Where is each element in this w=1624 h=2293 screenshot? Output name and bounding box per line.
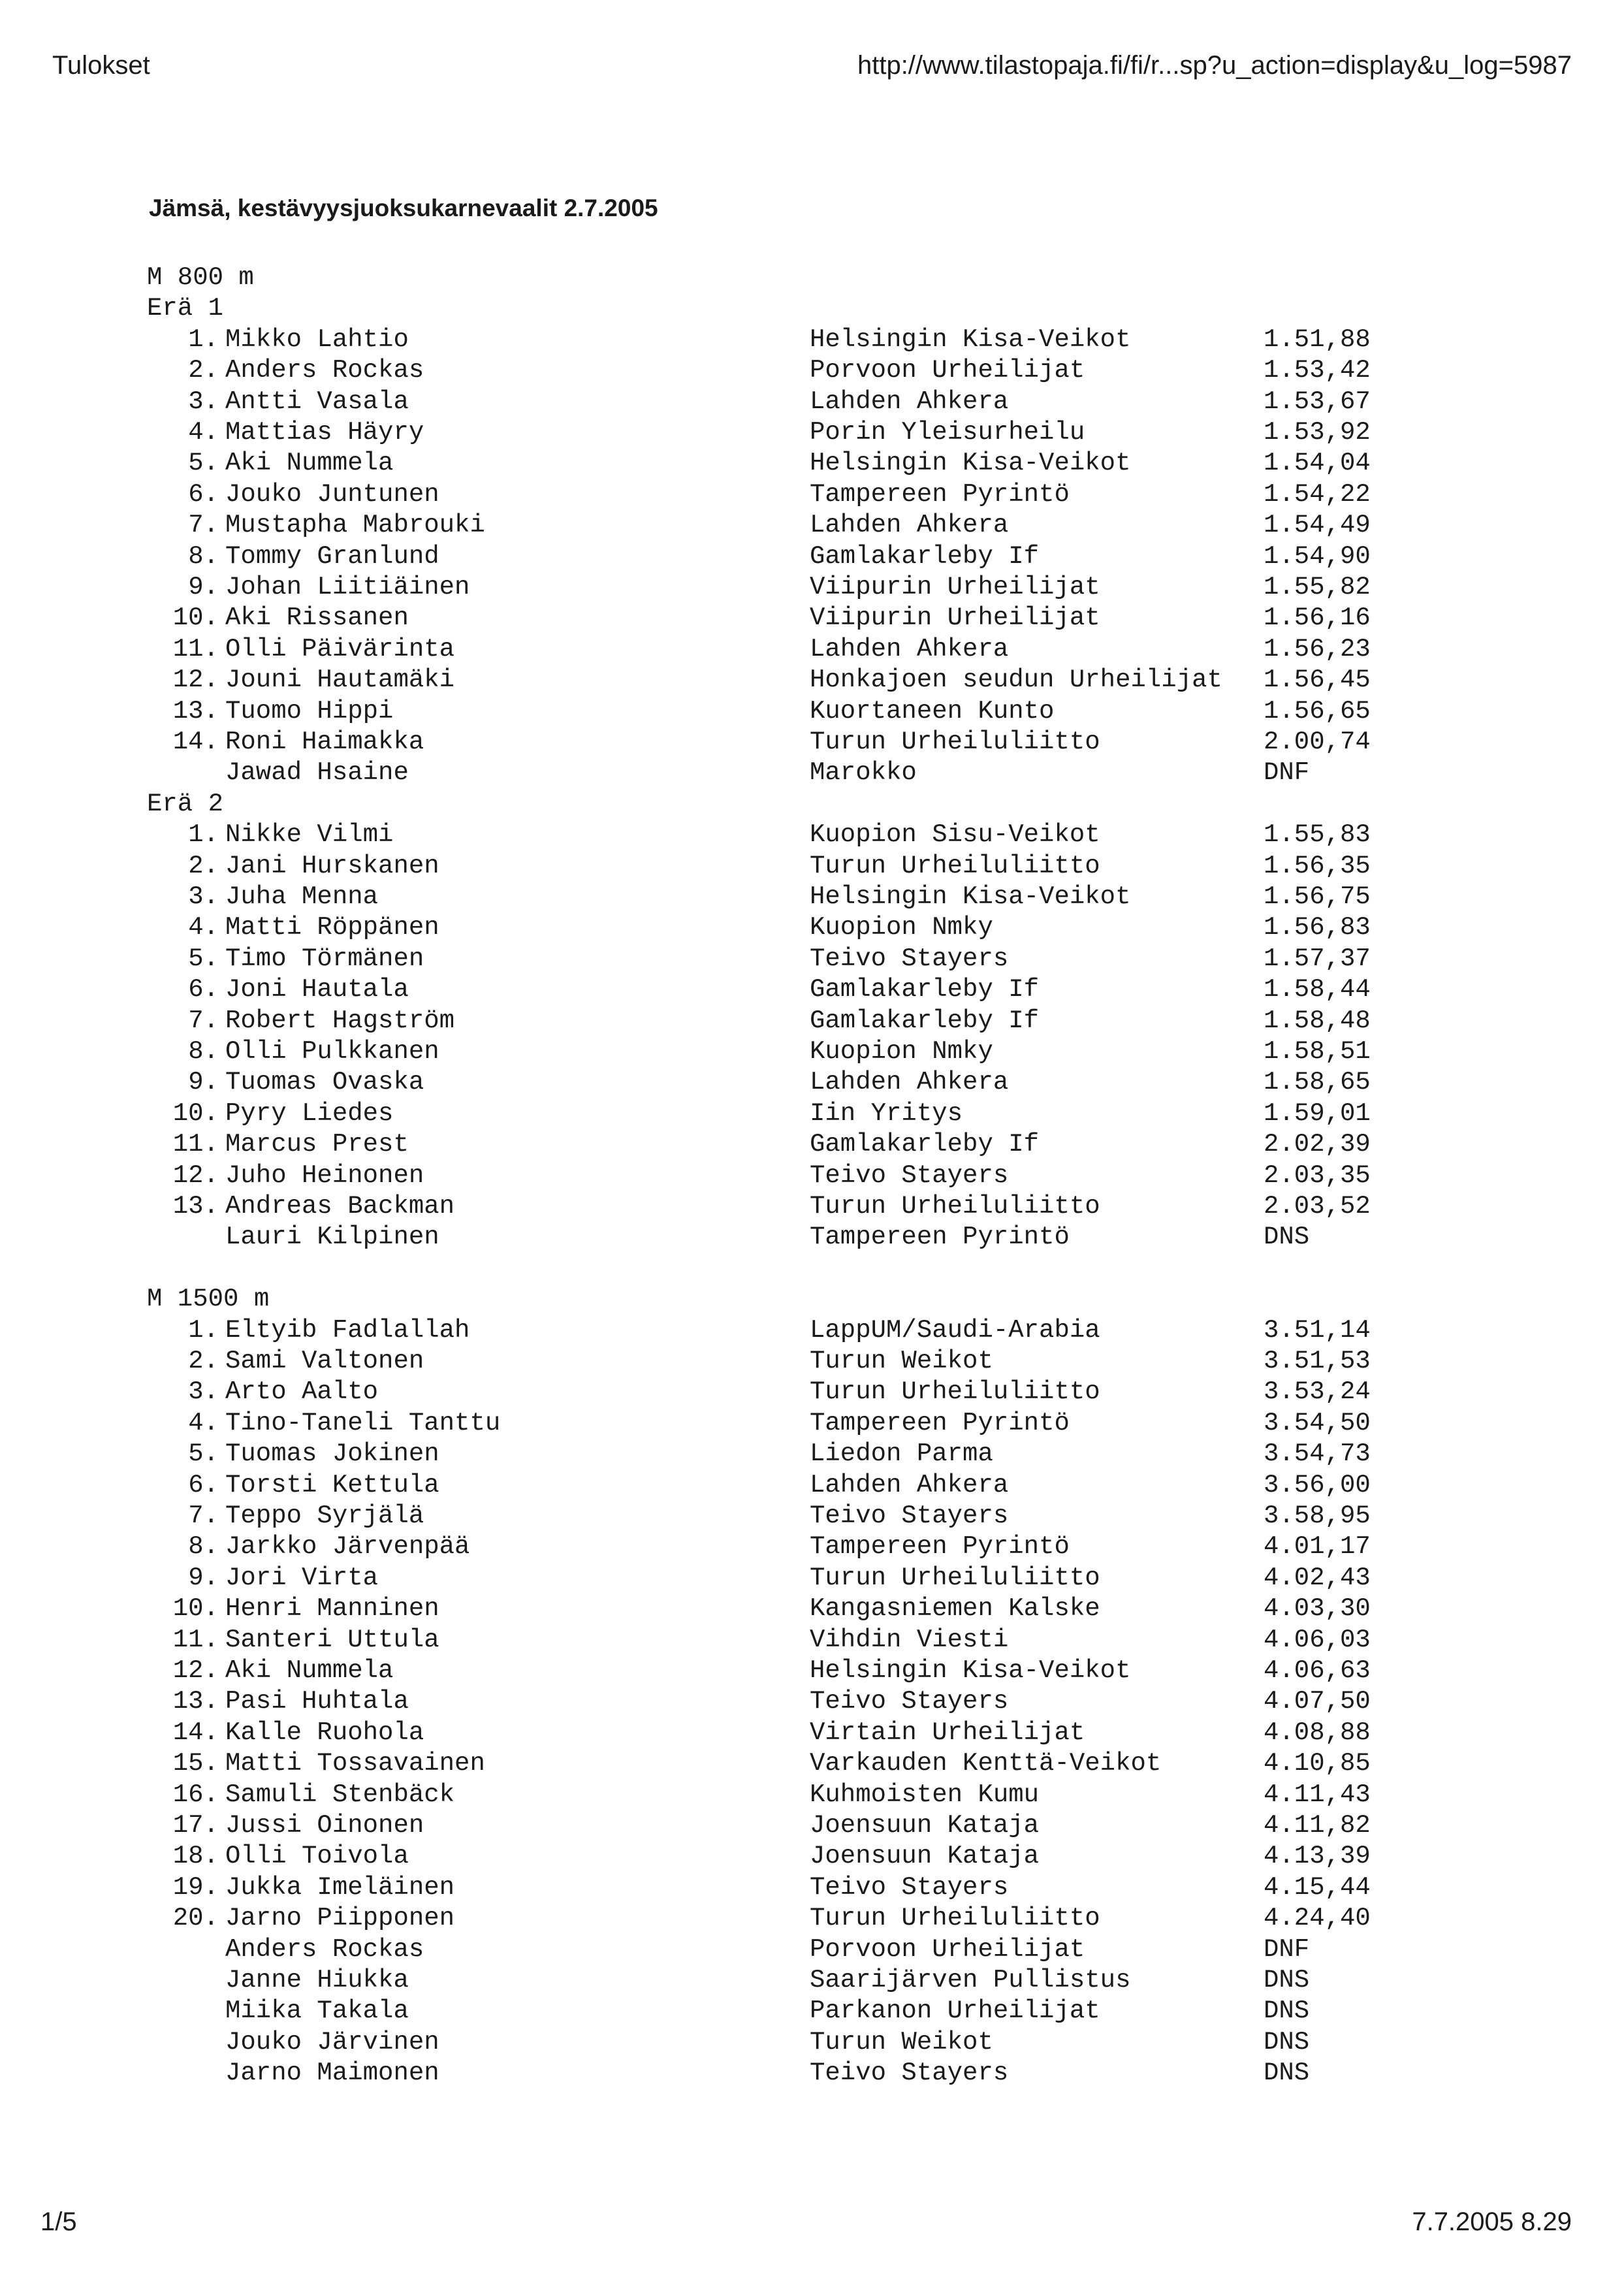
- result-row: [0, 1780, 1624, 1810]
- result-row: [0, 1531, 1624, 1562]
- result-row: [0, 1656, 1624, 1686]
- club-name: Turun Urheiluliitto: [810, 1563, 1100, 1592]
- athlete-name: Marcus Prest: [225, 1130, 409, 1159]
- club-name: Gamlakarleby If: [810, 975, 1040, 1004]
- result-time: 4.07,50: [1264, 1687, 1371, 1716]
- placing: 8.: [188, 541, 219, 571]
- result-time: 1.56,35: [1264, 851, 1371, 880]
- event-name: M 800 m: [147, 263, 254, 292]
- athlete-name: Janne Hiukka: [225, 1966, 409, 1995]
- event-heading: [0, 263, 1624, 293]
- athlete-name: Arto Aalto: [225, 1377, 379, 1407]
- result-row: [0, 479, 1624, 510]
- athlete-name: Juha Menna: [225, 882, 379, 911]
- result-row: [0, 882, 1624, 912]
- athlete-name: Sami Valtonen: [225, 1347, 424, 1375]
- club-name: Tampereen Pyrintö: [810, 1532, 1070, 1562]
- club-name: Porvoon Urheilijat: [810, 1934, 1085, 1964]
- club-name: Marokko: [810, 758, 917, 788]
- page-number: 1/5: [40, 2207, 77, 2236]
- athlete-name: Jussi Oinonen: [225, 1811, 424, 1840]
- heat-heading: [0, 293, 1624, 324]
- result-row: [0, 1686, 1624, 1717]
- athlete-name: Tuomo Hippi: [225, 696, 394, 726]
- athlete-name: Teppo Syrjälä: [225, 1501, 424, 1530]
- result-time: DNF: [1264, 1934, 1310, 1964]
- athlete-name: Andreas Backman: [225, 1192, 455, 1221]
- club-name: Saarijärven Pullistus: [810, 1966, 1131, 1995]
- placing: 16.: [172, 1780, 219, 1809]
- result-time: 2.00,74: [1264, 728, 1371, 756]
- athlete-name: Robert Hagström: [225, 1006, 455, 1035]
- club-name: Teivo Stayers: [810, 1872, 1009, 1902]
- header-url: http://www.tilastopaja.fi/fi/r...sp?u_action=display&u_log=5987: [857, 51, 1572, 80]
- result-row: [0, 510, 1624, 541]
- placing: 15.: [172, 1749, 219, 1778]
- result-time: 1.56,16: [1264, 603, 1371, 633]
- result-time: 3.54,73: [1264, 1439, 1371, 1469]
- athlete-name: Aki Nummela: [225, 1656, 394, 1685]
- club-name: Turun Urheiluliitto: [810, 1377, 1100, 1407]
- result-row: [0, 912, 1624, 943]
- placing: 4.: [188, 418, 219, 447]
- placing: 14.: [172, 728, 219, 756]
- athlete-name: Jouko Juntunen: [225, 479, 439, 509]
- club-name: Parkanon Urheilijat: [810, 1996, 1100, 2026]
- athlete-name: Mattias Häyry: [225, 418, 424, 447]
- club-name: Turun Weikot: [810, 1347, 993, 1375]
- result-time: 4.01,17: [1264, 1532, 1371, 1562]
- result-time: 1.56,45: [1264, 665, 1371, 695]
- athlete-name: Miika Takala: [225, 1996, 409, 2026]
- club-name: Tampereen Pyrintö: [810, 479, 1070, 509]
- result-row: [0, 1903, 1624, 1934]
- placing: 5.: [188, 449, 219, 478]
- result-row: [0, 1965, 1624, 1996]
- result-row: [0, 1377, 1624, 1407]
- heat-heading: [0, 789, 1624, 820]
- placing: 18.: [172, 1842, 219, 1871]
- athlete-name: Olli Päivärinta: [225, 634, 455, 664]
- result-row: [0, 1810, 1624, 1841]
- athlete-name: Pasi Huhtala: [225, 1687, 409, 1716]
- result-row: [0, 1098, 1624, 1129]
- result-time: 4.02,43: [1264, 1563, 1371, 1592]
- result-time: 4.11,43: [1264, 1780, 1371, 1809]
- result-time: 4.10,85: [1264, 1749, 1371, 1778]
- athlete-name: Aki Rissanen: [225, 603, 409, 633]
- result-row: [0, 1315, 1624, 1346]
- athlete-name: Anders Rockas: [225, 1934, 424, 1964]
- result-row: [0, 1036, 1624, 1067]
- club-name: Lahden Ahkera: [810, 1470, 1009, 1499]
- result-row: [0, 1934, 1624, 1965]
- result-time: 2.02,39: [1264, 1130, 1371, 1159]
- result-row: [0, 1996, 1624, 2027]
- placing: 4.: [188, 1408, 219, 1437]
- placing: 12.: [172, 1656, 219, 1685]
- club-name: Kuopion Nmky: [810, 913, 993, 942]
- club-name: Kuortaneen Kunto: [810, 696, 1055, 726]
- header-title: Tulokset: [52, 51, 150, 80]
- placing: 3.: [188, 1377, 219, 1407]
- placing: 9.: [188, 1068, 219, 1097]
- result-row: [0, 1872, 1624, 1903]
- result-time: 1.57,37: [1264, 944, 1371, 973]
- athlete-name: Jani Hurskanen: [225, 851, 439, 880]
- result-row: [0, 1222, 1624, 1253]
- result-time: 4.06,63: [1264, 1656, 1371, 1685]
- club-name: Lahden Ahkera: [810, 634, 1009, 664]
- result-row: [0, 758, 1624, 788]
- athlete-name: Pyry Liedes: [225, 1098, 394, 1128]
- result-time: 1.54,90: [1264, 541, 1371, 571]
- club-name: Helsingin Kisa-Veikot: [810, 1656, 1131, 1685]
- placing: 1.: [188, 820, 219, 850]
- result-time: DNF: [1264, 758, 1310, 788]
- athlete-name: Jukka Imeläinen: [225, 1872, 455, 1902]
- placing: 2.: [188, 851, 219, 880]
- placing: 13.: [172, 1192, 219, 1221]
- club-name: Varkauden Kenttä-Veikot: [810, 1749, 1162, 1778]
- club-name: Teivo Stayers: [810, 1161, 1009, 1190]
- club-name: Helsingin Kisa-Veikot: [810, 325, 1131, 354]
- result-time: 3.58,95: [1264, 1501, 1371, 1530]
- club-name: Teivo Stayers: [810, 2059, 1009, 2088]
- placing: 11.: [172, 1625, 219, 1654]
- heat-name: Erä 2: [147, 789, 224, 818]
- athlete-name: Olli Pulkkanen: [225, 1037, 439, 1066]
- club-name: Helsingin Kisa-Veikot: [810, 882, 1131, 911]
- placing: 7.: [188, 1501, 219, 1530]
- club-name: Porvoon Urheilijat: [810, 356, 1085, 385]
- result-time: 1.56,75: [1264, 882, 1371, 911]
- athlete-name: Matti Tossavainen: [225, 1749, 485, 1778]
- club-name: Kangasniemen Kalske: [810, 1594, 1100, 1624]
- placing: 7.: [188, 1006, 219, 1035]
- result-row: [0, 417, 1624, 448]
- club-name: Teivo Stayers: [810, 1687, 1009, 1716]
- result-time: 4.24,40: [1264, 1904, 1371, 1933]
- athlete-name: Roni Haimakka: [225, 728, 424, 756]
- result-time: DNS: [1264, 1966, 1310, 1995]
- athlete-name: Mikko Lahtio: [225, 325, 409, 354]
- result-time: 4.15,44: [1264, 1872, 1371, 1902]
- athlete-name: Tuomas Jokinen: [225, 1439, 439, 1469]
- result-time: 3.54,50: [1264, 1408, 1371, 1437]
- placing: 9.: [188, 573, 219, 601]
- placing: 2.: [188, 1347, 219, 1375]
- club-name: Honkajoen seudun Urheilijat: [810, 665, 1222, 695]
- result-time: 4.06,03: [1264, 1625, 1371, 1654]
- placing: 13.: [172, 1687, 219, 1716]
- result-time: 1.54,22: [1264, 479, 1371, 509]
- club-name: LappUM/Saudi-Arabia: [810, 1315, 1100, 1345]
- athlete-name: Jarno Piipponen: [225, 1904, 455, 1933]
- club-name: Tampereen Pyrintö: [810, 1408, 1070, 1437]
- result-time: 1.54,04: [1264, 449, 1371, 478]
- result-row: [0, 1439, 1624, 1469]
- athlete-name: Jawad Hsaine: [225, 758, 409, 788]
- result-row: [0, 1346, 1624, 1377]
- club-name: Lahden Ahkera: [810, 387, 1009, 416]
- placing: 6.: [188, 1470, 219, 1499]
- club-name: Gamlakarleby If: [810, 1130, 1040, 1159]
- placing: 19.: [172, 1872, 219, 1902]
- club-name: Viipurin Urheilijat: [810, 573, 1100, 601]
- athlete-name: Tommy Granlund: [225, 541, 439, 571]
- event-name: M 1500 m: [147, 1285, 270, 1314]
- placing: 5.: [188, 1439, 219, 1469]
- placing: 1.: [188, 325, 219, 354]
- result-time: 1.53,42: [1264, 356, 1371, 385]
- event-heading: [0, 1284, 1624, 1315]
- club-name: Turun Urheiluliitto: [810, 1904, 1100, 1933]
- athlete-name: Torsti Kettula: [225, 1470, 439, 1499]
- result-row: [0, 325, 1624, 355]
- athlete-name: Olli Toivola: [225, 1842, 409, 1871]
- placing: 2.: [188, 356, 219, 385]
- club-name: Joensuun Kataja: [810, 1811, 1040, 1840]
- club-name: Joensuun Kataja: [810, 1842, 1040, 1871]
- placing: 7.: [188, 511, 219, 540]
- result-time: 3.51,14: [1264, 1315, 1371, 1345]
- result-time: 4.11,82: [1264, 1811, 1371, 1840]
- result-row: [0, 541, 1624, 572]
- result-row: [0, 634, 1624, 665]
- result-row: [0, 665, 1624, 696]
- result-time: 3.53,24: [1264, 1377, 1371, 1407]
- club-name: Helsingin Kisa-Veikot: [810, 449, 1131, 478]
- placing: 4.: [188, 913, 219, 942]
- club-name: Lahden Ahkera: [810, 1068, 1009, 1097]
- placing: 10.: [172, 1594, 219, 1624]
- placing: 11.: [172, 1130, 219, 1159]
- club-name: Teivo Stayers: [810, 1501, 1009, 1530]
- result-row: [0, 387, 1624, 417]
- result-time: 1.58,51: [1264, 1037, 1371, 1066]
- athlete-name: Mustapha Mabrouki: [225, 511, 485, 540]
- heat-name: Erä 1: [147, 294, 224, 323]
- placing: 10.: [172, 1098, 219, 1128]
- result-time: 1.58,48: [1264, 1006, 1371, 1035]
- athlete-name: Nikke Vilmi: [225, 820, 394, 850]
- placing: 1.: [188, 1315, 219, 1345]
- club-name: Kuopion Sisu-Veikot: [810, 820, 1100, 850]
- placing: 9.: [188, 1563, 219, 1592]
- result-time: 1.56,23: [1264, 634, 1371, 664]
- print-datetime: 7.7.2005 8.29: [1412, 2207, 1572, 2236]
- placing: 17.: [172, 1811, 219, 1840]
- result-row: [0, 1006, 1624, 1036]
- result-time: 1.53,67: [1264, 387, 1371, 416]
- club-name: Vihdin Viesti: [810, 1625, 1009, 1654]
- result-time: 1.56,65: [1264, 696, 1371, 726]
- result-row: [0, 1408, 1624, 1439]
- club-name: Turun Weikot: [810, 2027, 993, 2057]
- result-row: [0, 572, 1624, 603]
- placing: 12.: [172, 665, 219, 695]
- club-name: Tampereen Pyrintö: [810, 1223, 1070, 1252]
- athlete-name: Antti Vasala: [225, 387, 409, 416]
- athlete-name: Henri Manninen: [225, 1594, 439, 1624]
- result-time: 2.03,35: [1264, 1161, 1371, 1190]
- result-row: [0, 1594, 1624, 1624]
- athlete-name: Lauri Kilpinen: [225, 1223, 439, 1252]
- result-time: DNS: [1264, 1996, 1310, 2026]
- athlete-name: Kalle Ruohola: [225, 1718, 424, 1747]
- athlete-name: Matti Röppänen: [225, 913, 439, 942]
- result-row: [0, 355, 1624, 386]
- result-row: [0, 1470, 1624, 1501]
- club-name: Liedon Parma: [810, 1439, 993, 1469]
- placing: 11.: [172, 634, 219, 664]
- athlete-name: Joni Hautala: [225, 975, 409, 1004]
- athlete-name: Jori Virta: [225, 1563, 379, 1592]
- result-time: 1.51,88: [1264, 325, 1371, 354]
- athlete-name: Jouni Hautamäki: [225, 665, 455, 695]
- club-name: Viipurin Urheilijat: [810, 603, 1100, 633]
- club-name: Turun Urheiluliitto: [810, 851, 1100, 880]
- result-time: 2.03,52: [1264, 1192, 1371, 1221]
- result-row: [0, 2058, 1624, 2089]
- athlete-name: Timo Törmänen: [225, 944, 424, 973]
- result-row: [0, 1563, 1624, 1594]
- placing: 20.: [172, 1904, 219, 1933]
- placing: 10.: [172, 603, 219, 633]
- club-name: Kuhmoisten Kumu: [810, 1780, 1040, 1809]
- athlete-name: Tuomas Ovaska: [225, 1068, 424, 1097]
- result-row: [0, 448, 1624, 479]
- placing: 14.: [172, 1718, 219, 1747]
- page-title: Jämsä, kestävyysjuoksukarnevaalit 2.7.2005: [149, 195, 658, 221]
- result-row: [0, 1501, 1624, 1531]
- club-name: Iin Yritys: [810, 1098, 963, 1128]
- placing: 5.: [188, 944, 219, 973]
- result-time: DNS: [1264, 2027, 1310, 2057]
- result-row: [0, 1067, 1624, 1098]
- club-name: Gamlakarleby If: [810, 1006, 1040, 1035]
- result-time: 1.59,01: [1264, 1098, 1371, 1128]
- club-name: Turun Urheiluliitto: [810, 728, 1100, 756]
- athlete-name: Anders Rockas: [225, 356, 424, 385]
- placing: 6.: [188, 975, 219, 1004]
- result-time: DNS: [1264, 1223, 1310, 1252]
- club-name: Virtain Urheilijat: [810, 1718, 1085, 1747]
- result-row: [0, 820, 1624, 850]
- athlete-name: Aki Nummela: [225, 449, 394, 478]
- result-time: 1.54,49: [1264, 511, 1371, 540]
- placing: 6.: [188, 479, 219, 509]
- placing: 3.: [188, 882, 219, 911]
- result-time: 4.03,30: [1264, 1594, 1371, 1624]
- club-name: Lahden Ahkera: [810, 511, 1009, 540]
- result-row: [0, 727, 1624, 758]
- club-name: Gamlakarleby If: [810, 541, 1040, 571]
- athlete-name: Johan Liitiäinen: [225, 573, 470, 601]
- result-time: 3.56,00: [1264, 1470, 1371, 1499]
- result-time: 3.51,53: [1264, 1347, 1371, 1375]
- athlete-name: Tino-Taneli Tanttu: [225, 1408, 501, 1437]
- result-row: [0, 974, 1624, 1005]
- athlete-name: Eltyib Fadlallah: [225, 1315, 470, 1345]
- club-name: Teivo Stayers: [810, 944, 1009, 973]
- club-name: Turun Urheiluliitto: [810, 1192, 1100, 1221]
- result-row: [0, 1191, 1624, 1222]
- athlete-name: Santeri Uttula: [225, 1625, 439, 1654]
- result-row: [0, 696, 1624, 727]
- result-time: 1.55,83: [1264, 820, 1371, 850]
- result-time: 1.55,82: [1264, 573, 1371, 601]
- result-time: 1.58,44: [1264, 975, 1371, 1004]
- placing: 12.: [172, 1161, 219, 1190]
- athlete-name: Jouko Järvinen: [225, 2027, 439, 2057]
- result-row: [0, 1129, 1624, 1160]
- result-row: [0, 1748, 1624, 1779]
- athlete-name: Jarno Maimonen: [225, 2059, 439, 2088]
- result-time: 4.13,39: [1264, 1842, 1371, 1871]
- club-name: Kuopion Nmky: [810, 1037, 993, 1066]
- athlete-name: Juho Heinonen: [225, 1161, 424, 1190]
- athlete-name: Samuli Stenbäck: [225, 1780, 455, 1809]
- result-row: [0, 1161, 1624, 1191]
- result-row: [0, 2027, 1624, 2058]
- result-time: 1.56,83: [1264, 913, 1371, 942]
- placing: 13.: [172, 696, 219, 726]
- result-row: [0, 1625, 1624, 1656]
- result-time: 1.53,92: [1264, 418, 1371, 447]
- placing: 8.: [188, 1532, 219, 1562]
- club-name: Porin Yleisurheilu: [810, 418, 1085, 447]
- result-time: 1.58,65: [1264, 1068, 1371, 1097]
- placing: 3.: [188, 387, 219, 416]
- result-row: [0, 944, 1624, 974]
- placing: 8.: [188, 1037, 219, 1066]
- result-time: 4.08,88: [1264, 1718, 1371, 1747]
- result-row: [0, 1718, 1624, 1748]
- result-row: [0, 851, 1624, 882]
- result-time: DNS: [1264, 2059, 1310, 2088]
- result-row: [0, 1841, 1624, 1872]
- result-row: [0, 603, 1624, 633]
- athlete-name: Jarkko Järvenpää: [225, 1532, 470, 1562]
